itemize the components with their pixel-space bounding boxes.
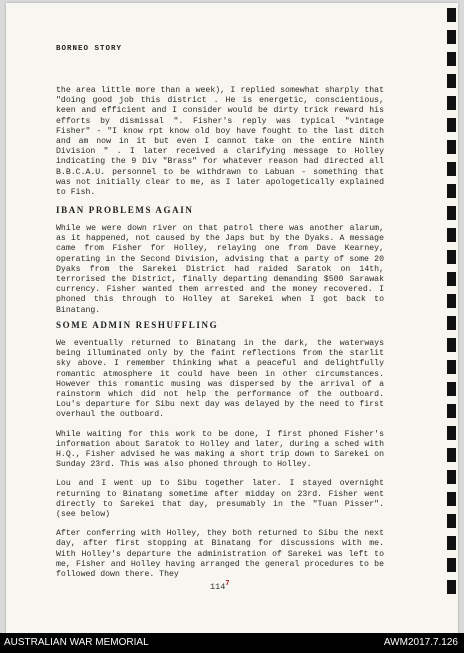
section-heading-admin: SOME ADMIN RESHUFFLING bbox=[56, 320, 219, 330]
body-paragraph-1 bbox=[56, 86, 384, 207]
section-heading-iban: IBAN PROBLEMS AGAIN bbox=[56, 205, 194, 215]
paragraph-text: While we were down river on that patrol there was another alarum, as it happened, not caused by the Japs but by the Dyaks. A message came from Fisher for Holley, relaying one from Dave Kearney, operating in the Second Division, advising that a party of some 20 Dyaks from the Sarekei District had raided Saratok on 14th, terrorised the District, finally departing demanding $500 Sarawak currency. Fisher wanted them arrested and the money recovered. I phoned this through to Holley at Sarekei when I got back to Binatang. bbox=[56, 224, 384, 315]
page-number-text: 114 bbox=[210, 581, 226, 592]
running-header: BORNEO STORY bbox=[56, 45, 123, 53]
page-number bbox=[210, 580, 230, 592]
paragraph-text: While waiting for this work to be done, I first phoned Fisher's information about Saratok to Holley and later, during a sched with H.Q., Fisher advised he was making a short trip down to Sarekei on Sunday 23rd. This was also phoned through to Holley. bbox=[56, 429, 384, 470]
archive-footer bbox=[0, 633, 464, 653]
paragraph-text: After conferring with Holley, they both returned to Sibu the next day, after first stopping at Binatang for discussions with me. With Holley's departure the administration of Sarekei was left to me, Fisher and Holley having arranged the general procedures to be followed down there. They bbox=[56, 529, 384, 580]
footer-institution: AUSTRALIAN WAR MEMORIAL bbox=[4, 637, 149, 648]
handwritten-correction: 7 bbox=[225, 580, 230, 588]
body-paragraph-2 bbox=[56, 224, 384, 325]
paragraph-text: We eventually returned to Binatang in the dark, the waterways being illuminated only by the faint reflections from the starlit sky above. I remember thinking what a peaceful and delightfully romantic atmosphere it could have been in other circumstances. However this romantic musing was dispersed by the arrival of a rainstorm which did not help the performance of the outboard. Lou's departure for Sibu next day was delayed by the need to first overhaul the outboard. bbox=[56, 339, 384, 420]
comb-binding bbox=[447, 8, 456, 623]
footer-accession-number: AWM2017.7.126 bbox=[383, 637, 458, 648]
paragraph-text: the area little more than a week), I replied somewhat sharply that "doing good job this district . He is energetic, conscientious, keen and efficient and I consider would be dirty trick reward his efforts by dismissal ". Fisher's reply was typical "vintage Fisher" - "I know rpt know old boy have fought to the last ditch and am now in it but even I cannot take on the entire Ninth Division " . I later received a clarifying message to Holley indicating the 9 Div "Brass" for whatever reason had directed all B.B.C.A.U. personnel to be withdrawn to Labuan - something that was not initially clear to me, as I later apologetically explained to Fish. bbox=[56, 86, 384, 198]
body-paragraphs-3-6 bbox=[56, 339, 384, 589]
paragraph-text: Lou and I went up to Sibu together later. I stayed overnight returning to Binatang sometime after midday on 23rd. Fisher went directly to Sarekei that day, presumably in the "Tuan Pisser". (see below) bbox=[56, 479, 384, 520]
